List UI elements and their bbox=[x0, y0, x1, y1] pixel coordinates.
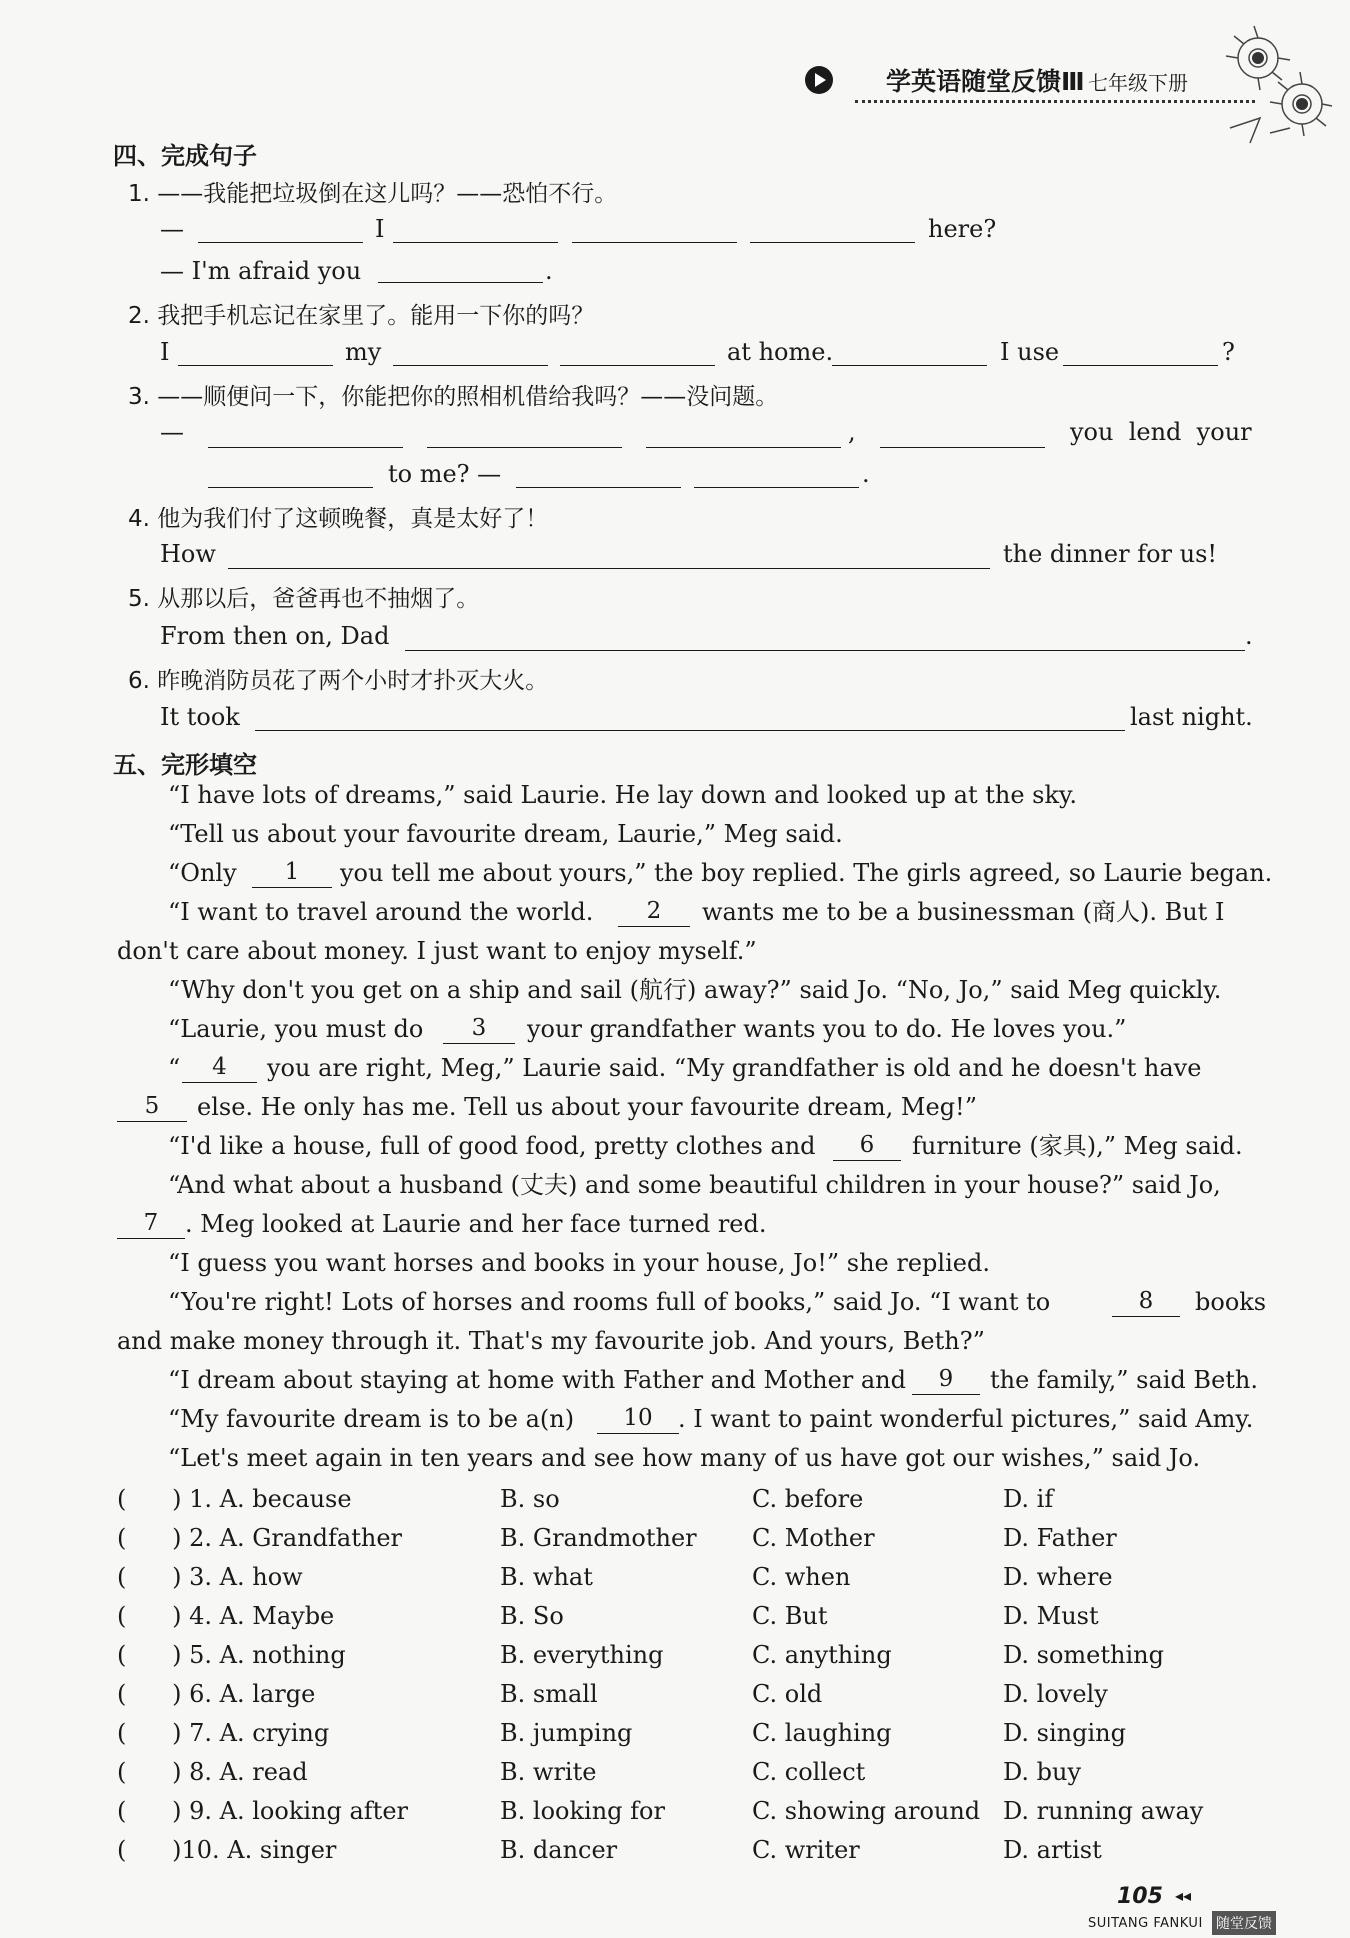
option-row-1-c[interactable]: C. before bbox=[752, 1485, 864, 1513]
option-row-6-c[interactable]: C. old bbox=[752, 1680, 823, 1708]
q6-prompt: 6. 昨晚消防员花了两个小时才扑灭大火。 bbox=[128, 668, 549, 694]
cloze-line-3b: you tell me about yours,” the boy replied. The girls agreed, so Laurie began. bbox=[340, 859, 1273, 887]
q1-blank-2[interactable] bbox=[393, 242, 558, 243]
q3-blank-1[interactable] bbox=[208, 447, 403, 448]
cloze-blank-5[interactable] bbox=[117, 1121, 187, 1122]
q1-blank-1[interactable] bbox=[198, 242, 363, 243]
cloze-line-7c: else. He only has me. Tell us about your favourite dream, Meg!” bbox=[197, 1093, 977, 1121]
cloze-blank-10[interactable] bbox=[597, 1433, 679, 1434]
cloze-line-11b: books bbox=[1195, 1288, 1267, 1316]
q3-blank-3[interactable] bbox=[646, 447, 841, 448]
cloze-blank-4[interactable] bbox=[182, 1082, 257, 1083]
cloze-blank-1[interactable] bbox=[252, 887, 332, 888]
option-row-1-d[interactable]: D. if bbox=[1003, 1485, 1054, 1513]
cloze-line-8b: furniture (家具),” Meg said. bbox=[912, 1132, 1243, 1160]
option-row-9-a[interactable]: ( ) 9. A. looking after bbox=[117, 1797, 408, 1825]
option-row-8-d[interactable]: D. buy bbox=[1003, 1758, 1082, 1786]
cloze-line-2: “Tell us about your favourite dream, Laurie,” Meg said. bbox=[168, 820, 843, 848]
cloze-line-4b: wants me to be a businessman (商人). But I bbox=[702, 898, 1225, 926]
cloze-blank-2[interactable] bbox=[618, 926, 690, 927]
cloze-blank-2-number: 2 bbox=[646, 898, 662, 924]
q3-dash: — bbox=[160, 418, 184, 446]
q1-blank-4[interactable] bbox=[750, 242, 915, 243]
cloze-blank-8[interactable] bbox=[1112, 1316, 1180, 1317]
option-row-4-c[interactable]: C. But bbox=[752, 1602, 828, 1630]
cloze-line-10: “I guess you want horses and books in your house, Jo!” she replied. bbox=[168, 1249, 990, 1277]
cloze-line-8a: “I'd like a house, full of good food, pretty clothes and bbox=[168, 1132, 816, 1160]
q1-prompt: 1. ——我能把垃圾倒在这儿吗？——恐怕不行。 bbox=[128, 181, 618, 207]
option-row-5-b[interactable]: B. everything bbox=[500, 1641, 664, 1669]
header-title: 学英语随堂反馈Ⅲ bbox=[886, 67, 1085, 96]
q3-blank-5[interactable] bbox=[208, 487, 373, 488]
q3-blank-2[interactable] bbox=[427, 447, 622, 448]
q2-qmark: ? bbox=[1222, 338, 1235, 366]
q1-i: I bbox=[375, 215, 385, 243]
cloze-blank-7-number: 7 bbox=[143, 1210, 159, 1236]
cloze-line-7a: “ bbox=[168, 1054, 181, 1082]
cloze-line-11c: and make money through it. That's my favourite job. And yours, Beth?” bbox=[117, 1327, 985, 1355]
cloze-blank-9[interactable] bbox=[912, 1394, 980, 1395]
cloze-blank-6-number: 6 bbox=[859, 1132, 875, 1158]
option-row-2-d[interactable]: D. Father bbox=[1003, 1524, 1117, 1552]
cloze-line-4c: don't care about money. I just want to enjoy myself.” bbox=[117, 937, 757, 965]
option-row-6-a[interactable]: ( ) 6. A. large bbox=[117, 1680, 316, 1708]
option-row-5-d[interactable]: D. something bbox=[1003, 1641, 1164, 1669]
q5-prompt: 5. 从那以后，爸爸再也不抽烟了。 bbox=[128, 586, 480, 612]
q3-youlend: you lend your bbox=[1070, 418, 1252, 446]
cloze-blank-5-number: 5 bbox=[144, 1093, 160, 1119]
option-row-10-d[interactable]: D. artist bbox=[1003, 1836, 1102, 1864]
q2-athome: at home. bbox=[727, 338, 834, 366]
q2-blank-1[interactable] bbox=[178, 365, 333, 366]
option-row-10-c[interactable]: C. writer bbox=[752, 1836, 860, 1864]
cloze-line-9a: “And what about a husband (丈夫) and some beautiful children in your house?” said Jo, bbox=[168, 1171, 1221, 1199]
option-row-8-a[interactable]: ( ) 8. A. read bbox=[117, 1758, 308, 1786]
q3-prompt: 3. ——顺便问一下，你能把你的照相机借给我吗？——没问题。 bbox=[128, 384, 779, 410]
option-row-7-d[interactable]: D. singing bbox=[1003, 1719, 1126, 1747]
q2-prompt: 2. 我把手机忘记在家里了。能用一下你的吗？ bbox=[128, 303, 595, 329]
q1-dot: . bbox=[545, 257, 553, 285]
option-row-4-b[interactable]: B. So bbox=[500, 1602, 564, 1630]
q6-start: It took bbox=[160, 703, 240, 731]
q2-blank-2[interactable] bbox=[393, 365, 548, 366]
cloze-line-13a: “My favourite dream is to be a(n) bbox=[168, 1405, 575, 1433]
play-icon bbox=[805, 66, 833, 94]
cloze-line-6a: “Laurie, you must do bbox=[168, 1015, 424, 1043]
cloze-line-11a: “You're right! Lots of horses and rooms full of books,” said Jo. “I want to bbox=[168, 1288, 1051, 1316]
option-row-3-a[interactable]: ( ) 3. A. how bbox=[117, 1563, 303, 1591]
q1-blank-3[interactable] bbox=[572, 242, 737, 243]
q2-blank-3[interactable] bbox=[560, 365, 715, 366]
header-dotted-rule bbox=[855, 100, 1255, 103]
cloze-blank-6[interactable] bbox=[833, 1160, 901, 1161]
option-row-4-d[interactable]: D. Must bbox=[1003, 1602, 1099, 1630]
q3-blank-4[interactable] bbox=[880, 447, 1045, 448]
cloze-line-4a: “I want to travel around the world. bbox=[168, 898, 594, 926]
option-row-9-c[interactable]: C. showing around bbox=[752, 1797, 981, 1825]
option-row-2-b[interactable]: B. Grandmother bbox=[500, 1524, 697, 1552]
q1-blank-5[interactable] bbox=[378, 282, 543, 283]
cloze-blank-1-number: 1 bbox=[284, 859, 300, 885]
q3-comma: , bbox=[848, 418, 856, 446]
q1-afraid: — I'm afraid you bbox=[160, 257, 362, 285]
option-row-9-d[interactable]: D. running away bbox=[1003, 1797, 1204, 1825]
q4-how: How bbox=[160, 540, 216, 568]
option-row-8-b[interactable]: B. write bbox=[500, 1758, 597, 1786]
q6-blank[interactable] bbox=[255, 730, 1125, 731]
q5-blank[interactable] bbox=[405, 650, 1245, 651]
q1-dash: — bbox=[160, 215, 184, 243]
q3-dot: . bbox=[862, 460, 870, 488]
q6-end: last night. bbox=[1130, 703, 1253, 731]
cloze-line-12a: “I dream about staying at home with Father and Mother and bbox=[168, 1366, 906, 1394]
q3-tome: to me? — bbox=[388, 460, 502, 488]
cloze-line-6b: your grandfather wants you to do. He loves you.” bbox=[527, 1015, 1127, 1043]
option-row-3-b[interactable]: B. what bbox=[500, 1563, 593, 1591]
q3-blank-6[interactable] bbox=[516, 487, 681, 488]
option-row-3-d[interactable]: D. where bbox=[1003, 1563, 1113, 1591]
cloze-line-7b: you are right, Meg,” Laurie said. “My grandfather is old and he doesn't have bbox=[267, 1054, 1202, 1082]
cloze-line-9b: . Meg looked at Laurie and her face turned red. bbox=[185, 1210, 767, 1238]
cloze-line-3a: “Only bbox=[168, 859, 237, 887]
q3-blank-7[interactable] bbox=[694, 487, 859, 488]
option-row-2-c[interactable]: C. Mother bbox=[752, 1524, 875, 1552]
option-row-7-b[interactable]: B. jumping bbox=[500, 1719, 633, 1747]
cloze-line-14: “Let's meet again in ten years and see how many of us have got our wishes,” said Jo. bbox=[168, 1444, 1201, 1472]
q4-prompt: 4. 他为我们付了这顿晚餐，真是太好了！ bbox=[128, 506, 549, 532]
footer-brand-box: 随堂反馈 bbox=[1212, 1911, 1276, 1935]
page-number: 105 bbox=[1117, 1884, 1163, 1909]
option-row-7-c[interactable]: C. laughing bbox=[752, 1719, 892, 1747]
q5-start: From then on, Dad bbox=[160, 622, 390, 650]
cloze-line-12b: the family,” said Beth. bbox=[990, 1366, 1258, 1394]
flower-decoration-icon bbox=[1220, 18, 1335, 148]
cloze-line-13b: . I want to paint wonderful pictures,” said Amy. bbox=[678, 1405, 1254, 1433]
option-row-2-a[interactable]: ( ) 2. A. Grandfather bbox=[117, 1524, 402, 1552]
cloze-blank-3-number: 3 bbox=[471, 1015, 487, 1041]
option-row-10-a[interactable]: ( )10. A. singer bbox=[117, 1836, 337, 1864]
cloze-blank-7[interactable] bbox=[117, 1238, 185, 1239]
option-row-6-d[interactable]: D. lovely bbox=[1003, 1680, 1108, 1708]
q2-blank-5[interactable] bbox=[1063, 365, 1218, 366]
option-row-6-b[interactable]: B. small bbox=[500, 1680, 598, 1708]
q4-end: the dinner for us! bbox=[1003, 540, 1218, 568]
option-row-5-a[interactable]: ( ) 5. A. nothing bbox=[117, 1641, 346, 1669]
header-subtitle: 七年级下册 bbox=[1088, 71, 1188, 95]
cloze-blank-4-number: 4 bbox=[212, 1054, 227, 1080]
q2-blank-4[interactable] bbox=[832, 365, 987, 366]
option-row-7-a[interactable]: ( ) 7. A. crying bbox=[117, 1719, 330, 1747]
option-row-8-c[interactable]: C. collect bbox=[752, 1758, 866, 1786]
double-arrow-icon: ◂◂ bbox=[1175, 1886, 1192, 1905]
option-row-5-c[interactable]: C. anything bbox=[752, 1641, 892, 1669]
q2-my: my bbox=[345, 338, 382, 366]
option-row-1-b[interactable]: B. so bbox=[500, 1485, 560, 1513]
q1-here: here? bbox=[928, 215, 997, 243]
q5-dot: . bbox=[1245, 622, 1253, 650]
option-row-3-c[interactable]: C. when bbox=[752, 1563, 851, 1591]
cloze-blank-9-number: 9 bbox=[938, 1366, 954, 1392]
option-row-4-a[interactable]: ( ) 4. A. Maybe bbox=[117, 1602, 335, 1630]
cloze-blank-8-number: 8 bbox=[1138, 1288, 1154, 1314]
cloze-blank-3[interactable] bbox=[443, 1043, 515, 1044]
footer-brand: SUITANG FANKUI bbox=[1088, 1916, 1203, 1931]
option-row-1-a[interactable]: ( ) 1. A. because bbox=[117, 1485, 352, 1513]
section-4-title: 四、完成句子 bbox=[113, 142, 257, 170]
cloze-blank-10-number: 10 bbox=[623, 1405, 653, 1431]
option-row-9-b[interactable]: B. looking for bbox=[500, 1797, 665, 1825]
option-row-10-b[interactable]: B. dancer bbox=[500, 1836, 618, 1864]
q4-blank[interactable] bbox=[228, 568, 990, 569]
q2-iuse: I use bbox=[1000, 338, 1060, 366]
section-5-title: 五、完形填空 bbox=[113, 751, 257, 779]
cloze-line-1: “I have lots of dreams,” said Laurie. He lay down and looked up at the sky. bbox=[168, 781, 1078, 809]
cloze-line-5: “Why don't you get on a ship and sail (航行) away?” said Jo. “No, Jo,” said Meg quickly. bbox=[168, 976, 1222, 1004]
q2-i: I bbox=[160, 338, 170, 366]
